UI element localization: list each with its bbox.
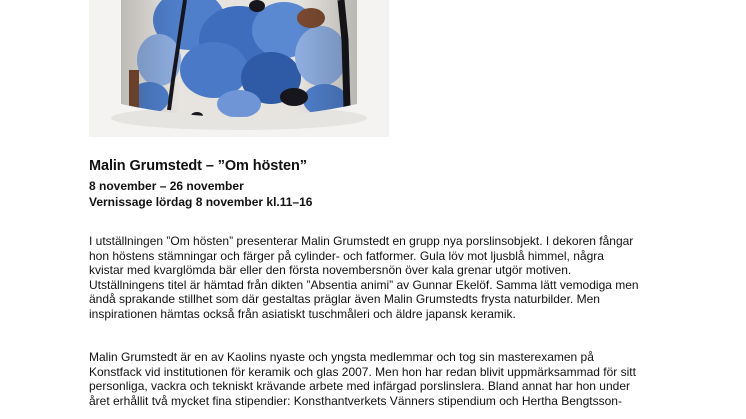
description-paragraph-2 (89, 350, 689, 408)
description-paragraph-1 (89, 234, 689, 322)
text-line: I utställningen ”Om hösten” presenterar Malin Grumstedt en grupp nya porslinsobjekt. I dekoren fångar (89, 234, 634, 248)
ceramic-photo (89, 0, 389, 137)
exhibition-title: Malin Grumstedt – ”Om hösten” (89, 158, 307, 174)
text-line: Malin Grumstedt är en av Kaolins nyaste och yngsta medlemmar och tog sin masterexamen på (89, 350, 594, 364)
text-line: Utställningens titel är hämtad från dikten ”Absentia animi” av Gunnar Ekelöf. Samma lätt vemodiga men (89, 277, 639, 292)
text-line: ändå sprakande stillhet som där gestaltas präglar även Malin Grumstedts frysta naturbilder. Men (89, 292, 600, 307)
text-line: kvistar med kvarglömda bär eller den första novembersnön över kala grenar utgör motiven. (89, 263, 572, 278)
text-line: inspirationen hämtas också från asiatiskt tuschmåleri och äldre japansk keramik. (89, 306, 516, 321)
text-line: personliga, vackra och tekniskt krävande arbete med infärgad porslinslera. Bland annat har hon under (89, 379, 630, 394)
exhibition-dates: 8 november – 26 november (89, 179, 244, 193)
text-line: året erhållit två mycket fina stipendier: Konsthantverkets Vänners stipendium och Hertha Bengtsson- (89, 393, 622, 408)
vernissage-info: Vernissage lördag 8 november kl.11–16 (89, 195, 313, 209)
text-line: hon höstens stämningar och färger på cylinder- och fatformer. Gula löv mot ljusblå himmel, några (89, 248, 604, 263)
text-line: Konstfack vid institutionen för keramik och glas 2007. Men hon har redan blivit uppmärksammad för sitt (89, 364, 636, 379)
porcelain-cylinder-icon (89, 0, 389, 137)
